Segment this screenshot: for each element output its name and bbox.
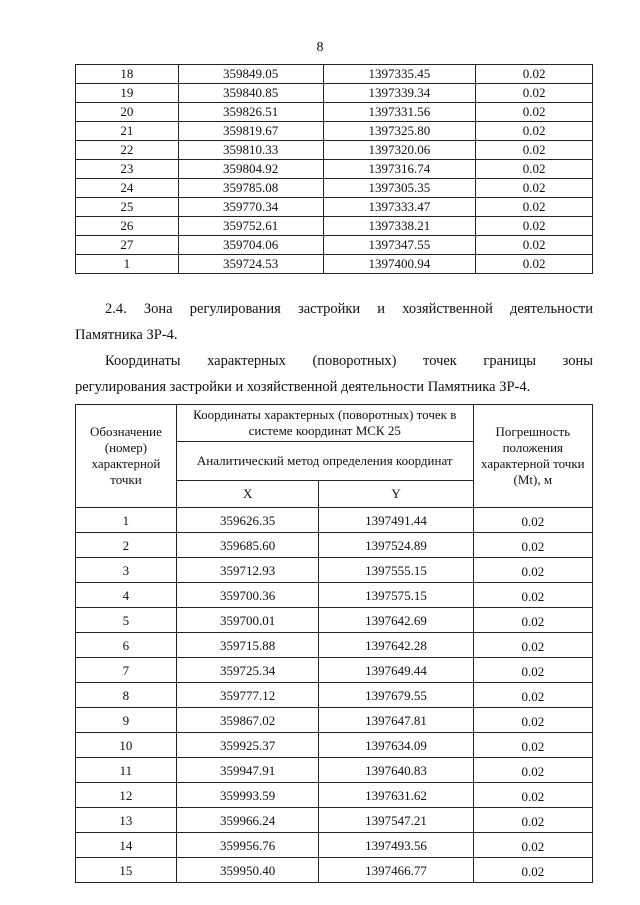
cell-y: 1397547.21 <box>319 808 473 833</box>
cell-x: 359626.35 <box>176 508 319 533</box>
cell-point-number: 11 <box>76 758 177 783</box>
cell-y: 1397333.47 <box>323 198 476 217</box>
cell-x: 359840.85 <box>178 84 323 103</box>
header-designation: Обозначение (номер) характерной точки <box>76 405 177 508</box>
section-heading-line2: Памятника ЗР-4. <box>75 327 178 343</box>
table-caption-line1: Координаты характерных (поворотных) точек границы зоны <box>105 353 593 369</box>
cell-point-number: 3 <box>76 558 177 583</box>
cell-point-number: 21 <box>76 122 179 141</box>
cell-error: 0.02 <box>476 255 593 274</box>
cell-point-number: 4 <box>76 583 177 608</box>
table-row <box>76 122 593 141</box>
cell-x: 359804.92 <box>178 160 323 179</box>
header-coordinates: Координаты характерных (поворотных) точек в системе координат МСК 25 <box>176 405 473 442</box>
cell-point-number: 6 <box>76 633 177 658</box>
cell-y: 1397524.89 <box>319 533 473 558</box>
cell-x: 359810.33 <box>178 141 323 160</box>
cell-x: 359724.53 <box>178 255 323 274</box>
cell-error: 0.02 <box>476 65 593 84</box>
cell-error: 0.02 <box>473 783 592 808</box>
cell-error: 0.02 <box>473 558 592 583</box>
table-row <box>76 733 593 758</box>
cell-point-number: 26 <box>76 217 179 236</box>
cell-x: 359819.67 <box>178 122 323 141</box>
cell-x: 359700.01 <box>176 608 319 633</box>
table-caption <box>75 348 593 400</box>
table-row <box>76 658 593 683</box>
cell-point-number: 24 <box>76 179 179 198</box>
table-row <box>76 255 593 274</box>
cell-error: 0.02 <box>473 633 592 658</box>
cell-error: 0.02 <box>473 508 592 533</box>
cell-point-number: 13 <box>76 808 177 833</box>
cell-error: 0.02 <box>473 808 592 833</box>
cell-x: 359704.06 <box>178 236 323 255</box>
cell-error: 0.02 <box>476 198 593 217</box>
coordinates-table-continued <box>75 64 593 274</box>
cell-error: 0.02 <box>473 583 592 608</box>
cell-x: 359826.51 <box>178 103 323 122</box>
table-row <box>76 583 593 608</box>
cell-y: 1397647.81 <box>319 708 473 733</box>
cell-point-number: 27 <box>76 236 179 255</box>
cell-point-number: 12 <box>76 783 177 808</box>
cell-y: 1397320.06 <box>323 141 476 160</box>
coordinates-table-zr4 <box>75 404 593 883</box>
table-row <box>76 65 593 84</box>
cell-x: 359785.08 <box>178 179 323 198</box>
table-row <box>76 708 593 733</box>
table-row <box>76 858 593 883</box>
cell-error: 0.02 <box>476 103 593 122</box>
cell-y: 1397400.94 <box>323 255 476 274</box>
cell-y: 1397642.28 <box>319 633 473 658</box>
cell-x: 359966.24 <box>176 808 319 833</box>
cell-error: 0.02 <box>473 683 592 708</box>
table-row <box>76 833 593 858</box>
cell-error: 0.02 <box>476 179 593 198</box>
cell-x: 359777.12 <box>176 683 319 708</box>
cell-error: 0.02 <box>476 141 593 160</box>
cell-point-number: 7 <box>76 658 177 683</box>
cell-error: 0.02 <box>476 160 593 179</box>
cell-y: 1397335.45 <box>323 65 476 84</box>
cell-point-number: 23 <box>76 160 179 179</box>
table-row <box>76 783 593 808</box>
cell-point-number: 10 <box>76 733 177 758</box>
cell-error: 0.02 <box>476 217 593 236</box>
cell-point-number: 9 <box>76 708 177 733</box>
table-row <box>76 236 593 255</box>
cell-y: 1397347.55 <box>323 236 476 255</box>
table-row <box>76 198 593 217</box>
cell-error: 0.02 <box>473 608 592 633</box>
cell-y: 1397305.35 <box>323 179 476 198</box>
cell-point-number: 20 <box>76 103 179 122</box>
cell-y: 1397640.83 <box>319 758 473 783</box>
cell-error: 0.02 <box>473 533 592 558</box>
table-row <box>76 508 593 533</box>
cell-point-number: 22 <box>76 141 179 160</box>
cell-error: 0.02 <box>473 758 592 783</box>
cell-x: 359950.40 <box>176 858 319 883</box>
cell-error: 0.02 <box>473 708 592 733</box>
table-row <box>76 558 593 583</box>
cell-point-number: 5 <box>76 608 177 633</box>
cell-point-number: 25 <box>76 198 179 217</box>
cell-point-number: 8 <box>76 683 177 708</box>
cell-x: 359956.76 <box>176 833 319 858</box>
header-error: Погрешность положения характерной точки (Mt), м <box>473 405 592 508</box>
table-row <box>76 758 593 783</box>
header-method: Аналитический метод определения координат <box>176 442 473 481</box>
cell-error: 0.02 <box>473 733 592 758</box>
cell-x: 359770.34 <box>178 198 323 217</box>
cell-x: 359752.61 <box>178 217 323 236</box>
table-row <box>76 160 593 179</box>
cell-y: 1397491.44 <box>319 508 473 533</box>
section-heading <box>75 296 593 348</box>
cell-x: 359715.88 <box>176 633 319 658</box>
cell-point-number: 14 <box>76 833 177 858</box>
cell-error: 0.02 <box>476 122 593 141</box>
cell-y: 1397325.80 <box>323 122 476 141</box>
cell-y: 1397631.62 <box>319 783 473 808</box>
cell-y: 1397316.74 <box>323 160 476 179</box>
cell-y: 1397339.34 <box>323 84 476 103</box>
cell-point-number: 19 <box>76 84 179 103</box>
table-caption-line2: регулирования застройки и хозяйственной деятельности Памятника ЗР-4. <box>75 379 531 395</box>
section-heading-line1: 2.4. Зона регулирования застройки и хозяйственной деятельности <box>105 301 593 317</box>
cell-y: 1397649.44 <box>319 658 473 683</box>
table-row <box>76 103 593 122</box>
cell-y: 1397493.56 <box>319 833 473 858</box>
cell-point-number: 15 <box>76 858 177 883</box>
cell-y: 1397338.21 <box>323 217 476 236</box>
cell-x: 359849.05 <box>178 65 323 84</box>
table-row <box>76 533 593 558</box>
cell-x: 359867.02 <box>176 708 319 733</box>
cell-x: 359685.60 <box>176 533 319 558</box>
cell-y: 1397555.15 <box>319 558 473 583</box>
cell-y: 1397466.77 <box>319 858 473 883</box>
cell-point-number: 18 <box>76 65 179 84</box>
table-row <box>76 608 593 633</box>
cell-y: 1397575.15 <box>319 583 473 608</box>
cell-error: 0.02 <box>473 833 592 858</box>
cell-y: 1397331.56 <box>323 103 476 122</box>
cell-error: 0.02 <box>473 858 592 883</box>
table-row <box>76 633 593 658</box>
table-row <box>76 84 593 103</box>
cell-y: 1397634.09 <box>319 733 473 758</box>
cell-error: 0.02 <box>473 658 592 683</box>
cell-error: 0.02 <box>476 84 593 103</box>
table-row <box>76 179 593 198</box>
cell-y: 1397679.55 <box>319 683 473 708</box>
cell-x: 359700.36 <box>176 583 319 608</box>
page-number: 8 <box>316 40 324 55</box>
cell-point-number: 1 <box>76 255 179 274</box>
cell-x: 359712.93 <box>176 558 319 583</box>
cell-x: 359725.34 <box>176 658 319 683</box>
table-row <box>76 217 593 236</box>
header-y: Y <box>319 481 473 508</box>
cell-x: 359925.37 <box>176 733 319 758</box>
table-row <box>76 141 593 160</box>
table-row <box>76 808 593 833</box>
table-row <box>76 683 593 708</box>
header-x: X <box>176 481 319 508</box>
cell-y: 1397642.69 <box>319 608 473 633</box>
cell-point-number: 1 <box>76 508 177 533</box>
cell-point-number: 2 <box>76 533 177 558</box>
cell-x: 359993.59 <box>176 783 319 808</box>
cell-error: 0.02 <box>476 236 593 255</box>
cell-x: 359947.91 <box>176 758 319 783</box>
